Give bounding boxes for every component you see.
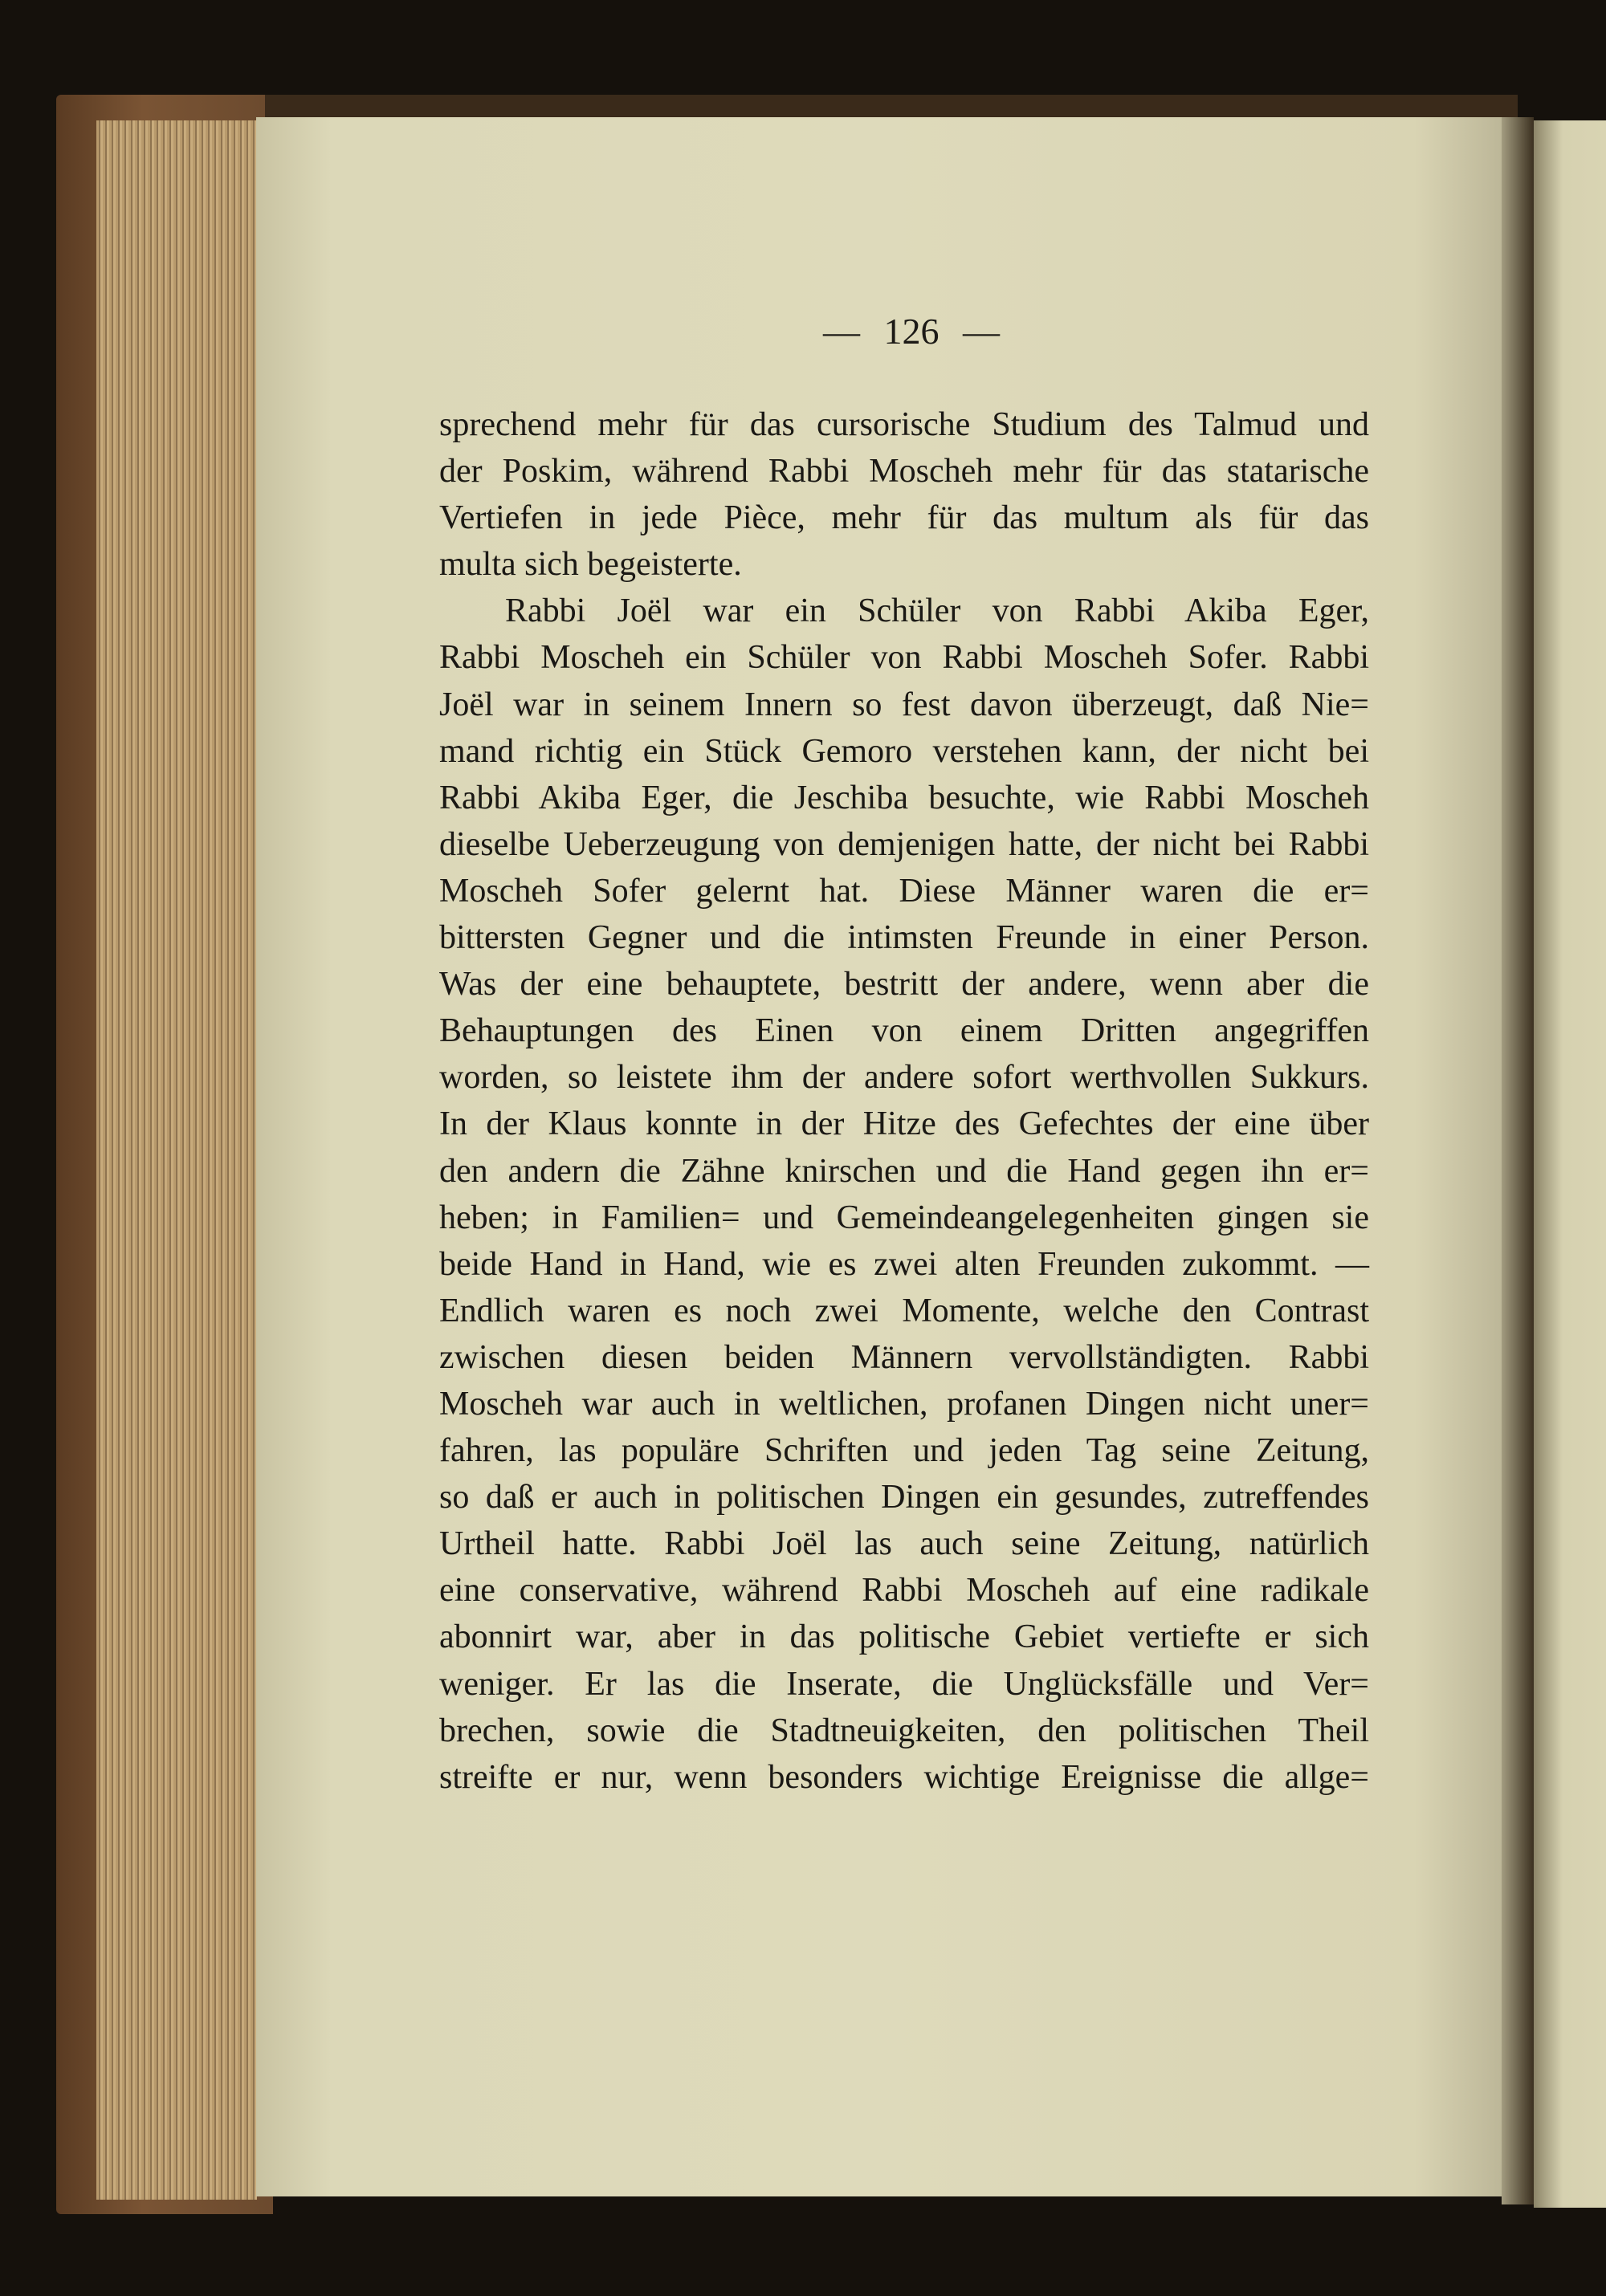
page-edges <box>96 120 257 2200</box>
text-line: zwischen diesen beiden Männern vervollständigten. Rabbi <box>439 1338 1369 1376</box>
text-line: Rabbi Akiba Eger, die Jeschiba besuchte, wie Rabbi Moscheh <box>439 779 1369 816</box>
text-line: dieselbe Ueberzeugung von demjenigen hatte, der nicht bei Rabbi <box>439 825 1369 863</box>
text-line: Rabbi Joël war ein Schüler von Rabbi Akiba Eger, <box>505 592 1369 630</box>
text-line: Moscheh Sofer gelernt hat. Diese Männer waren die er= <box>439 872 1369 910</box>
text-line: abonnirt war, aber in das politische Gebiet vertiefte er sich <box>439 1618 1369 1656</box>
text-line: eine conservative, während Rabbi Moscheh auf eine radikale <box>439 1572 1369 1610</box>
text-line: Endlich waren es noch zwei Momente, welche den Contrast <box>439 1292 1369 1329</box>
text-line: Behauptungen des Einen von einem Dritten angegriffen <box>439 1012 1369 1050</box>
text-line: so daß er auch in politischen Dingen ein gesundes, zutreffendes <box>439 1479 1369 1516</box>
text-line: worden, so leistete ihm der andere sofort werthvollen Sukkurs. <box>439 1059 1369 1097</box>
text-line: weniger. Er las die Inserate, die Unglücksfälle und Ver= <box>439 1665 1369 1703</box>
text-line: sprechend mehr für das cursorische Studium des Talmud und <box>439 406 1369 443</box>
text-line: bittersten Gegner und die intimsten Freunde in einer Person. <box>439 919 1369 957</box>
text-line: beide Hand in Hand, wie es zwei alten Freunden zukommt. — <box>439 1245 1369 1283</box>
text-line: Joël war in seinem Innern so fest davon überzeugt, daß Nie= <box>439 686 1369 723</box>
body-text <box>439 401 1369 1801</box>
page-number: — 126 — <box>823 311 1000 352</box>
page-gutter <box>1502 117 1534 2204</box>
text-line: mand richtig ein Stück Gemoro verstehen kann, der nicht bei <box>439 732 1369 770</box>
text-line: heben; in Familien= und Gemeindeangelegenheiten gingen sie <box>439 1199 1369 1236</box>
text-line: der Poskim, während Rabbi Moscheh mehr für das statarische <box>439 453 1369 491</box>
text-line: den andern die Zähne knirschen und die Hand gegen ihn er= <box>439 1152 1369 1190</box>
text-line: multa sich begeisterte. <box>439 546 742 584</box>
text-line: Urtheil hatte. Rabbi Joël las auch seine Zeitung, natürlich <box>439 1525 1369 1563</box>
text-line: Rabbi Moscheh ein Schüler von Rabbi Moscheh Sofer. Rabbi <box>439 639 1369 677</box>
text-line: Was der eine behauptete, bestritt der andere, wenn aber die <box>439 966 1369 1003</box>
text-line: Moscheh war auch in weltlichen, profanen Dingen nicht uner= <box>439 1385 1369 1423</box>
text-line: streifte er nur, wenn besonders wichtige Ereignisse die allge= <box>439 1758 1369 1796</box>
text-line: brechen, sowie die Stadtneuigkeiten, den politischen Theil <box>439 1712 1369 1749</box>
facing-page <box>1534 120 1606 2208</box>
text-line: In der Klaus konnte in der Hitze des Gefechtes der eine über <box>439 1105 1369 1143</box>
text-line: Vertiefen in jede Pièce, mehr für das multum als für das <box>439 499 1369 537</box>
text-line: fahren, las populäre Schriften und jeden Tag seine Zeitung, <box>439 1432 1369 1470</box>
